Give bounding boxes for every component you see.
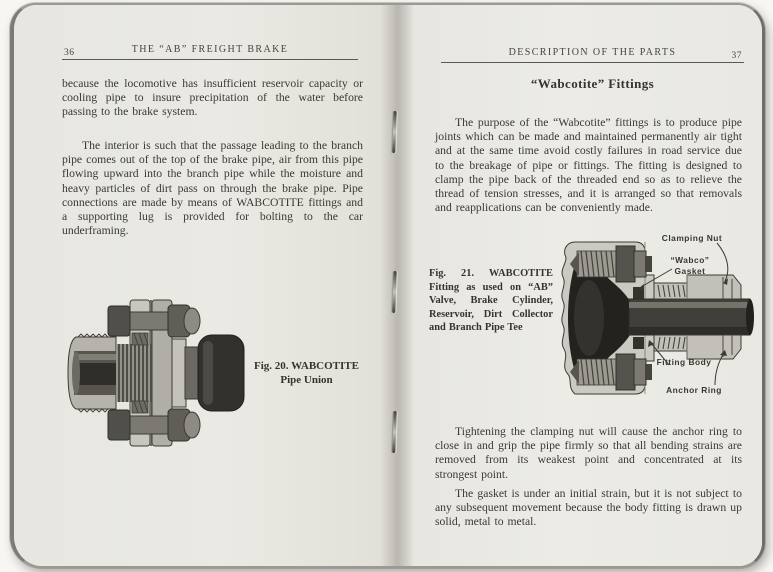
label-clamping-nut: Clamping Nut <box>661 233 723 243</box>
left-paragraph-1: because the locomotive has insufficient reservoir capacity or cooling pipe to insure precipitation of the water before passing to the brake system. <box>62 76 363 119</box>
book-gutter-shadow <box>380 5 414 566</box>
top-bolt <box>570 246 652 282</box>
figure-21-caption: Fig. 21. WABCOTITE Fitting as used on “AB” Valve, Brake Cylinder, Reservoir, Dirt Collector and Branch Pipe Tee <box>429 268 553 334</box>
figure-20-pipe-union <box>64 297 249 449</box>
pipe-union-illustration <box>64 297 249 449</box>
label-anchor-ring: Anchor Ring <box>666 385 722 395</box>
right-running-title: DESCRIPTION OF THE PARTS <box>508 47 677 58</box>
left-running-title: THE “AB” FREIGHT BRAKE <box>131 44 289 55</box>
left-running-head <box>62 43 358 60</box>
right-page-number: 37 <box>731 51 742 61</box>
label-fitting-body: Fitting Body <box>656 357 712 367</box>
figure-20-caption <box>240 359 373 387</box>
figure-20-caption-line1: Fig. 20. WABCOTITE <box>254 360 359 372</box>
open-booklet <box>10 3 765 568</box>
threaded-pipe-section <box>116 344 152 402</box>
right-paragraph-2: Tightening the clamping nut will cause the anchor ring to close in and grip the pipe firmly so that all bending strains are removed from its weakest point and concentrated at its strongest point. <box>435 424 742 481</box>
label-wabco-gasket: “Wabco” Gasket <box>670 255 710 276</box>
right-running-head <box>441 46 744 63</box>
pipe <box>629 299 754 335</box>
left-paragraph-2: The interior is such that the passage leading to the branch pipe comes out of the top of the brake pipe, air from this pipe flowing upward into the branch pipe while the moisture and heavy particles of dirt pass on through the brake pipe. Pipe connections are made by means of WABCOTITE fittings and a supporting lug is provided for bolting to the car underframing. <box>62 138 363 238</box>
figure-20-caption-line2: Pipe Union <box>280 374 333 386</box>
bottom-bolt <box>570 354 652 390</box>
right-paragraph-1: The purpose of the “Wabcotite” fittings is to produce pipe joints which can be made and maintained permanently air tight and at the same time avoid costly failures in road service due to the breakage of pipe or fittings. The fitting is designed to clamp the pipe back of the threaded end so as to relieve the thread of tension stresses, and it is arranged so that removals and reapplications can be conveniently made. <box>435 115 742 215</box>
left-page-number: 36 <box>64 48 75 58</box>
section-title: “Wabcotite” Fittings <box>530 76 655 91</box>
right-cap-assembly <box>172 335 244 411</box>
right-paragraph-3: The gasket is under an initial strain, but it is not subject to any subsequent movement because the body fitting is drawn up solid, metal to metal. <box>435 486 742 529</box>
figure-21-fitting-cutaway <box>537 229 754 417</box>
